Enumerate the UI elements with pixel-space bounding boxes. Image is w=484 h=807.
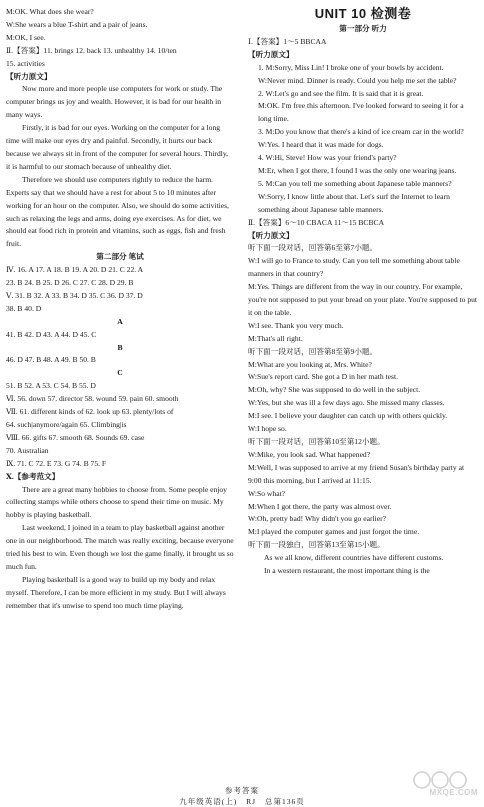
dialog-line: W:I see. Thank you very much. [248, 320, 344, 330]
answer-line: Ⅱ.【答案】6～10 CBACA 11～15 BCBCA [248, 217, 385, 227]
reading-answer-row: 41. B 42. D 43. A 44. D 45. C [6, 329, 97, 339]
footer-edition: RJ [246, 797, 257, 806]
fill-answer-line: Ⅸ. 71. C 72. E 73. G 74. B 75. F [6, 458, 107, 468]
dialog-line: 3. M:Do you know that there's a kind of ice cream car in the world? [258, 127, 464, 137]
dialog-line: 5. M:Can you tell me something about Japanese table manners? [258, 178, 452, 188]
dialog-line: 2. W:Let's go and see the film. It is said that it is great. [258, 88, 424, 98]
section-label-b: B [117, 342, 123, 352]
answer-line: 15. activities [6, 58, 45, 68]
passage-paragraph: Firstly, it is bad for our eyes. Working on the computer for a long time will make our eyes dry and painful. Secondly, it hurts our back because we always sit in front of the computer for several hours. Thirdly, it is harmful to our stomach because of unhealthy diet. [6, 123, 229, 171]
dialog-line: M:I see. I believe your daughter can catch up with others quickly. [248, 411, 448, 421]
mc-answer-line: Ⅴ. 31. B 32. A 33. B 34. D 35. C 36. D 37. D [6, 290, 143, 300]
dialog-line: W:Sue's report card. She got a D in her math test. [248, 372, 398, 382]
dialog-line: M:OK. What does she wear? [6, 7, 94, 16]
script-header: 【听力原文】 [6, 71, 52, 81]
monologue-line: As we all know, different countries have different customs. [264, 553, 444, 563]
dialog-line: M:When I got there, the party was almost over. [248, 501, 392, 511]
monologue-line: In a western restaurant, the most important thing is the [264, 566, 430, 576]
watermark-logo-icon [410, 770, 480, 790]
mc-answer-line: Ⅳ. 16. A 17. A 18. B 19. A 20. D 21. C 22. A [6, 265, 144, 275]
dialog-line: M:Er, when I got there, I found I was the only one wearing jeans. [258, 165, 457, 175]
dialog-line: W:Mike, you look sad. What happened? [248, 449, 371, 459]
mc-answer-line: 38. B 40. D [6, 303, 42, 313]
section-label-c: C [117, 368, 123, 378]
dialog-line: M:Yes. Things are different from the way in our country. For example, you're not supposed to put your bread on your plate. You're supposed to put it on the table. [248, 282, 478, 317]
model-essay [6, 484, 234, 613]
listening-passage [6, 83, 234, 251]
dialog-line: M:OK, I see. [6, 32, 46, 42]
dialog-line: 听下面一段对话，回答第8至第9小题。 [248, 346, 378, 356]
reading-answer-row: 46. D 47. B 48. A 49. B 50. B [6, 355, 96, 365]
passage-paragraph: Therefore we should use computers rightly to reduce the harm. Experts say that we should have a rest for about 5 to 10 minutes after working for an hour on the computer. Also, we should do some activities, such as relaxing the legs and arms, doing eye exercises. As for diet, we should eat food rich in protein and vitamins, such as eggs, fish and fresh fruit. [6, 174, 229, 249]
mc-answer-line: 23. B 24. B 25. D 26. C 27. C 28. D 29. B [6, 278, 134, 288]
fill-answer-line: 70. Australian [6, 445, 49, 455]
dialog-block [248, 62, 478, 217]
dialog-line: W:Yes. I heard that it was made for dogs. [258, 140, 384, 150]
part-two-title: 第二部分 笔试 [96, 252, 144, 262]
dialog-line: W:She wears a blue T-shirt and a pair of jeans. [6, 19, 148, 29]
dialog-line: 听下面一段独白，回答第13至第15小题。 [248, 540, 385, 550]
essay-paragraph: Last weekend, I joined in a team to play basketball against another one in our neighborhood. The match was really exciting, because everyone tried his best to win. Even though we lost the game finally, it brought us so much fun. [6, 523, 234, 571]
dialog-line: W:Never mind. Dinner is ready. Could you help me set the table? [258, 75, 457, 85]
script-header: 【听力原文】 [248, 49, 294, 59]
essay-paragraph: Playing basketball is a good way to build up my body and relax myself. Therefore, I can be more efficient in my study. But I will always remember that it's unwise to spend too much time playing. [6, 574, 226, 610]
watermark [410, 770, 480, 798]
reading-answer-row: 51. B 52. A 53. C 54. B 55. D [6, 381, 96, 391]
watermark-text: MXQE.COM [429, 788, 478, 797]
footer-page-number: 总第136页 [264, 797, 305, 806]
essay-header: Ⅹ.【参考范文】 [6, 471, 60, 481]
fill-answer-line: Ⅷ. 66. gifts 67. smooth 68. Sounds 69. case [6, 432, 145, 442]
unit-title: UNIT 10 检测卷 [314, 6, 412, 21]
dialog-line: W:Yes, but she was ill a few days ago. She missed many classes. [248, 398, 445, 408]
dialog-line: 4. W:Hi, Steve! How was your friend's party? [258, 153, 397, 163]
dialog-line: M:Well, I was supposed to arrive at my friend Susan's birthday party at 9:00 this morning, but I arrived at 11:15. [248, 462, 465, 485]
answer-line: Ⅱ.【答案】11. brings 12. back 13. unhealthy 14. 10/ten [6, 45, 177, 55]
dialog-line: M:That's all right. [248, 333, 303, 343]
script-header: 【听力原文】 [248, 230, 294, 240]
dialog-line: W:Sorry, I know little about that. Let's surf the Internet to learn something about Japanese table manners. [258, 191, 450, 214]
dialog-line: M:What are you looking at, Mrs. White? [248, 359, 372, 369]
passage-paragraph: Now more and more people use computers for work or study. The computer brings us joy and wealth. However, it is bad for our health in many ways. [6, 84, 223, 120]
dialog-line: W:So what? [248, 488, 286, 498]
part-one-title: 第一部分 听力 [339, 24, 387, 33]
right-column [248, 6, 478, 578]
fill-answer-line: Ⅵ. 56. down 57. director 58. wound 59. pain 60. smooth [6, 394, 179, 404]
dialog-block [248, 242, 478, 578]
dialog-line: 听下面一段对话，回答第10至第12小题。 [248, 437, 385, 446]
fill-answer-line: 64. such|anymore/again 65. Climbing|is [6, 420, 127, 429]
dialog-line: M:Oh, why? She was supposed to do well in the subject. [248, 385, 421, 395]
dialog-line: W:Oh, pretty bad! Why didn't you go earlier? [248, 514, 387, 524]
footer-grade: 九年级英语(上) [179, 797, 238, 806]
left-column [6, 6, 234, 613]
section-label-a: A [117, 316, 123, 326]
dialog-line: 听下面一段对话，回答第6至第7小题。 [248, 243, 378, 253]
dialog-line: M:I played the computer games and just forgot the time. [248, 527, 420, 537]
fill-answer-line: Ⅶ. 61. different kinds of 62. look up 63. plenty/lots of [6, 407, 174, 417]
footer-answer-label: 参考答案 [225, 786, 259, 795]
answer-line: Ⅰ.【答案】1～5 BBCAA [248, 36, 327, 46]
dialog-line: W:I will go to France to study. Can you tell me something about table manners in that country? [248, 256, 460, 279]
dialog-line: W:I hope so. [248, 424, 287, 434]
dialog-line: M:OK. I'm free this afternoon. I've looked forward to seeing it for a long time. [258, 101, 464, 124]
dialog-line: 1. M:Sorry, Miss Lin! I broke one of your bowls by accident. [258, 62, 444, 72]
essay-paragraph: There are a great many hobbies to choose from. Some people enjoy collecting stamps while others choose to spend their time on music. My hobby is playing basketball. [6, 484, 227, 520]
